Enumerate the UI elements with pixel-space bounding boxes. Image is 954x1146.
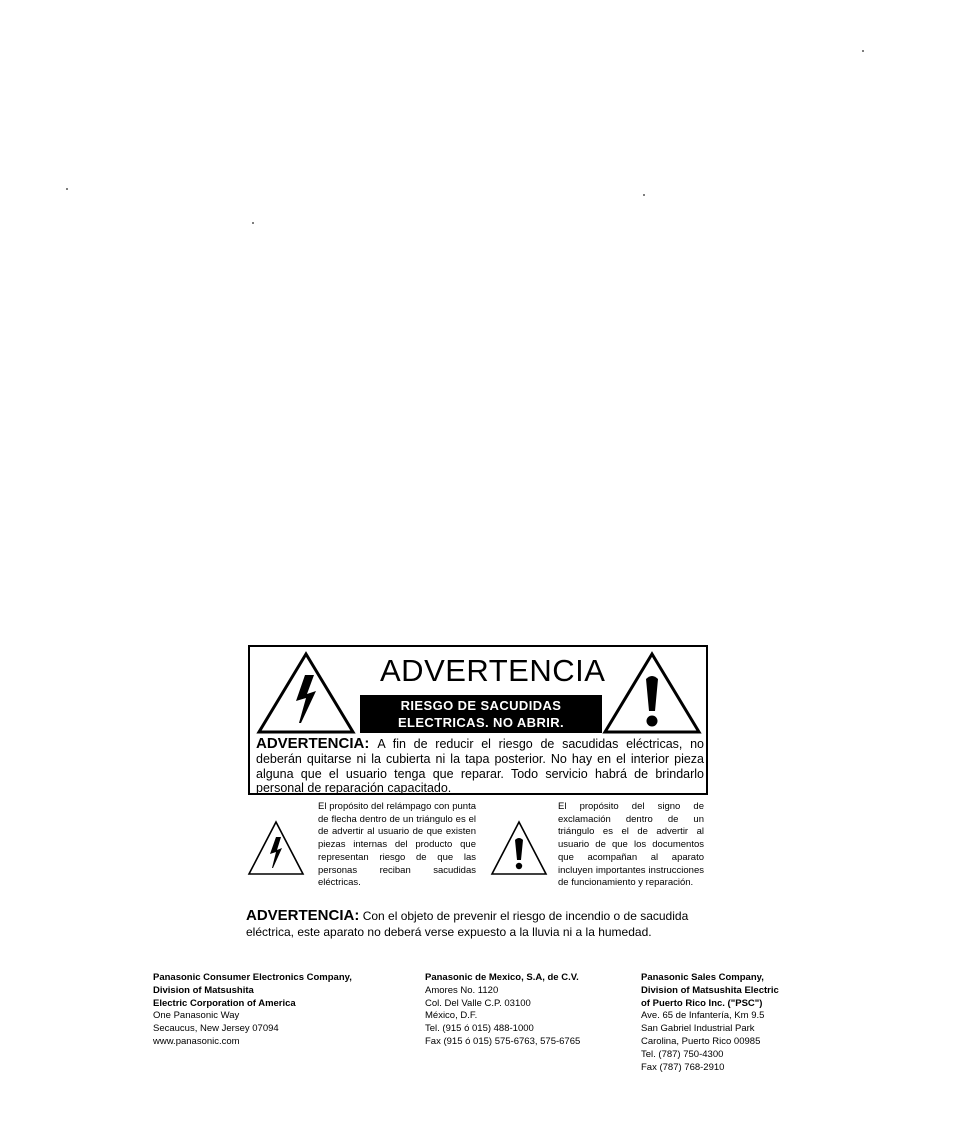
warning-box xyxy=(248,645,708,795)
scan-speck xyxy=(862,50,864,52)
address-line: Panasonic Consumer Electronics Company, xyxy=(153,972,352,983)
bottom-warning-lead: ADVERTENCIA: xyxy=(246,907,360,924)
warning-box-text xyxy=(256,737,704,796)
address-line: Col. Del Valle C.P. 03100 xyxy=(425,997,531,1009)
risk-banner-line2: ELECTRICAS. NO ABRIR. xyxy=(397,715,565,730)
address-line: Carolina, Puerto Rico 00985 xyxy=(641,1035,761,1047)
address-line: Fax (915 ó 015) 575-6763, 575-6765 xyxy=(425,1035,581,1047)
address-line: Amores No. 1120 xyxy=(425,984,499,996)
address-line: Fax (787) 768-2910 xyxy=(641,1061,725,1073)
address-line: Division of Matsushita xyxy=(153,984,254,996)
address-line: of Puerto Rico Inc. ("PSC") xyxy=(641,997,763,1009)
address-line: Panasonic Sales Company, xyxy=(641,972,764,983)
warning-box-lead: ADVERTENCIA: xyxy=(256,735,370,752)
bottom-warning-text: Con el objeto de prevenir el riesgo de incendio o de sacudida eléctrica, este aparato no deberá verse expuesto a la lluvia ni a la humedad. xyxy=(246,909,689,939)
address-line: Panasonic de Mexico, S.A, de C.V. xyxy=(425,972,579,983)
warning-title: ADVERTENCIA xyxy=(380,653,606,688)
address-line: Division of Matsushita Electric xyxy=(641,984,779,996)
lightning-warning-icon xyxy=(256,651,356,735)
address-us xyxy=(153,972,403,1049)
exclamation-triangle-icon xyxy=(490,820,548,876)
address-line: Tel. (915 ó 015) 488-1000 xyxy=(425,1023,534,1035)
lightning-triangle-icon xyxy=(247,820,305,876)
address-line: Tel. (787) 750-4300 xyxy=(641,1048,724,1060)
address-line: San Gabriel Industrial Park xyxy=(641,1023,755,1035)
scan-speck xyxy=(252,222,254,224)
address-mexico xyxy=(425,972,625,1049)
address-line: Ave. 65 de Infantería, Km 9.5 xyxy=(641,1010,765,1022)
address-line: One Panasonic Way xyxy=(153,1010,240,1022)
address-puerto-rico xyxy=(641,972,841,1074)
address-line: México, D.F. xyxy=(425,1010,478,1022)
risk-banner-line1: RIESGO DE SACUDIDAS xyxy=(400,698,562,713)
exclamation-warning-icon xyxy=(602,651,702,735)
risk-banner xyxy=(360,695,602,733)
address-line: Secaucus, New Jersey 07094 xyxy=(153,1023,279,1035)
lightning-explanation: El propósito del relámpago con punta de flecha dentro de un triángulo es el de advertir al usuario de que existen piezas internas del producto que representan riesgo de que las personas reciban sacudidas eléctricas. xyxy=(318,801,476,889)
address-line: Electric Corporation of America xyxy=(153,997,296,1009)
address-website: www.panasonic.com xyxy=(153,1035,240,1047)
exclamation-explanation: El propósito del signo de exclamación dentro de un triángulo es el de advertir al usuario de que los documentos que acompañan al aparato incluyen importantes instrucciones de funcionamiento y reparación. xyxy=(558,801,704,889)
bottom-warning xyxy=(246,908,716,940)
scan-speck xyxy=(643,194,645,196)
warning-box-body: A fin de reducir el riesgo de sacudidas eléctricas, no deberán quitarse ni la cubierta ni la tapa posterior. No hay en el interior pieza alguna que el usuario tenga que reparar. Todo servicio habrá de brindarlo personal de reparación capacitado. xyxy=(256,737,704,796)
scan-speck xyxy=(66,188,68,190)
